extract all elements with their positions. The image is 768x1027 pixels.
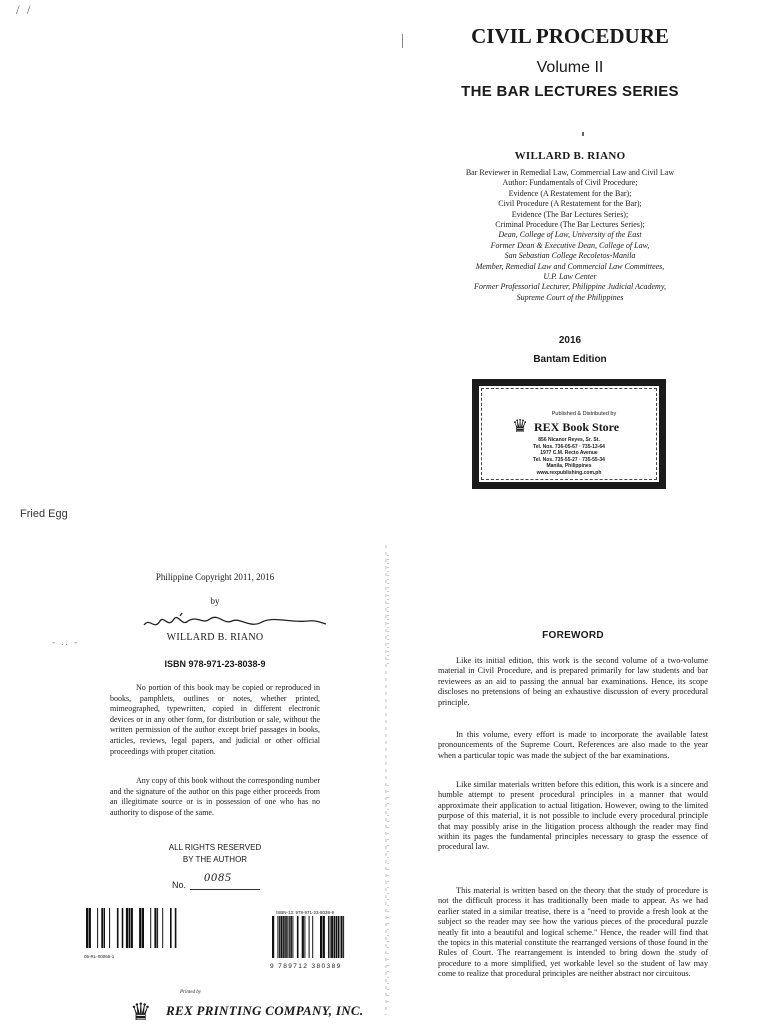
barcode-icon (270, 916, 348, 962)
margin-mark: - .. - (52, 637, 79, 647)
publisher-name: REX Book Store (534, 420, 620, 434)
corner-mark: / / (16, 2, 33, 17)
publisher-box (472, 379, 666, 489)
credential-line: Former Professorial Lecturer, Philippine Judicial Academy, (474, 282, 666, 292)
foreword-paragraph: This material is written based on the theory that the study of procedure is not the difficult process it has traditionally been made to appear. As we had earlier stated in a similar treatise, there is a "need to provide a fresh look at the subject so the reader may see how the various pieces of the procedural puzzle neatly fit into a beautiful and logical scheme." Hence, the reader will find that the topics in this material constitute the rearranged versions of those found in the Rules of Court. The rearrangement is intended to bring down the study of procedure to a more simplified, yet workable level so the student of law may come to realize that procedural principles are neither abstract nor circuitous. (438, 886, 708, 979)
publisher-box-inner (481, 388, 657, 480)
publisher-address (492, 437, 646, 476)
credential-line: San Sebastian College Recoletos-Manila (504, 251, 636, 261)
publisher-line: 856 Nicanor Reyes, Sr. St. (538, 437, 600, 443)
crown-icon: ♛ (512, 416, 529, 436)
barcode-caption: 05-RL-00065-1 (84, 954, 115, 959)
publisher-line: Tel. Nos. 736-05-67 · 735-13-64 (533, 443, 605, 450)
credential-line: Bar Reviewer in Remedial Law, Commercial Law and Civil Law (465, 168, 675, 177)
printed-by-label: Printed by (180, 990, 201, 995)
print-speck (582, 132, 584, 136)
isbn: ISBN 978-971-23-8038-9 (164, 659, 266, 669)
printer-name: REX PRINTING COMPANY, INC. (166, 1003, 364, 1018)
copyright-notice: No portion of this book may be copied or reproduced in books, pamphlets, outlines or notes, whether printed, mimeographed, typewritten, copied in different electronic devices or in any other form, for distribution or sale, without the written permission of the author except brief passages in books, articles, reviews, legal papers, and judicial or other official proceedings with proper citation. (110, 683, 320, 756)
copyright-line: Philippine Copyright 2011, 2016 (155, 572, 275, 582)
credential-line: Dean, College of Law, University of the East (498, 230, 642, 240)
publisher-line: Tel. Nos. 735-55-27 · 735-55-34 (533, 456, 605, 463)
credential-line: Evidence (A Restatement for the Bar); (508, 188, 632, 198)
rights-reserved: ALL RIGHTS RESERVED (168, 843, 262, 852)
signature-icon (140, 607, 330, 635)
side-note: Fried Egg (20, 508, 68, 520)
edition-name: Bantam Edition (533, 354, 607, 365)
edition-year: 2016 (558, 335, 582, 346)
volume-label: Volume II (536, 59, 604, 76)
series-title: THE BAR LECTURES SERIES (461, 83, 679, 100)
credential-line: Former Dean & Executive Dean, College of Law, (490, 240, 650, 250)
barcode-isbn-caption: ISBN-13: 978-971-23-8038-9 (276, 910, 335, 915)
foreword-paragraph: Like its initial edition, this work is the second volume of a two-volume material in Civil Procedure, and is prepared primarily for law students and bar reviewees as an aid to passing the annual bar examinations. Hence, its scope discloses no pretensions of being an exhaustive discussion of every procedural principle. (438, 656, 708, 707)
publisher-line: 1977 C.M. Recto Avenue (540, 450, 598, 456)
copy-number-line (190, 889, 260, 890)
credential-line: Member, Remedial Law and Commercial Law Committees, (475, 261, 665, 271)
foreword-title: FOREWORD (542, 630, 604, 641)
credential-line: Evidence (The Bar Lectures Series); (511, 209, 629, 219)
publisher-line: www.rexpublishing.com.ph (536, 469, 602, 476)
credential-line: Criminal Procedure (The Bar Lectures Series); (495, 220, 645, 230)
barcode-number: 9 789712 380389 (270, 963, 342, 970)
copyright-by: by (210, 596, 220, 606)
author-name: WILLARD B. RIANO (514, 150, 626, 162)
credential-line: Supreme Court of the Philippines (516, 292, 624, 302)
page-binding-edge (383, 545, 391, 1015)
credential-line: U.P. Law Center (543, 272, 597, 282)
copyright-author: WILLARD B. RIANO (166, 632, 264, 643)
page-edge-mark (402, 34, 403, 48)
publisher-line: Manila, Philippines (546, 463, 592, 469)
foreword-paragraph: Like similar materials written before this edition, this work is a sincere and humble attempt to present procedural principles in a manner that would approximate their application to actual litigation. However, owing to the limited purpose of this material, it is not possible to include every procedural principle that may possibly arise in the litigation process although the reader may find within its pages the fundamental principles necessary to grasp the essence of procedural law. (438, 780, 708, 852)
author-credentials (420, 168, 720, 303)
crown-icon: ♛ (130, 1000, 152, 1026)
publisher-label: Published & Distributed by (551, 411, 617, 417)
credential-line: Civil Procedure (A Restatement for the Bar); (498, 199, 642, 209)
barcode-icon (84, 908, 180, 952)
rights-by-author: BY THE AUTHOR (182, 855, 248, 864)
foreword-paragraph: In this volume, every effort is made to incorporate the available latest pronouncements of the Supreme Court. References are also made to the year when a particular topic was made the subject of the bar examinations. (438, 730, 708, 760)
copy-number-label: No. (172, 880, 187, 890)
authenticity-notice: Any copy of this book without the corresponding number and the signature of the author on this page either proceeds from an illegitimate source or is in possession of one who has no authority to dispose of the same. (110, 776, 320, 817)
book-title: CIVIL PROCEDURE (471, 24, 669, 48)
credential-line: Author: Fundamentals of Civil Procedure; (502, 178, 638, 188)
copy-number: 0085 (204, 870, 232, 884)
